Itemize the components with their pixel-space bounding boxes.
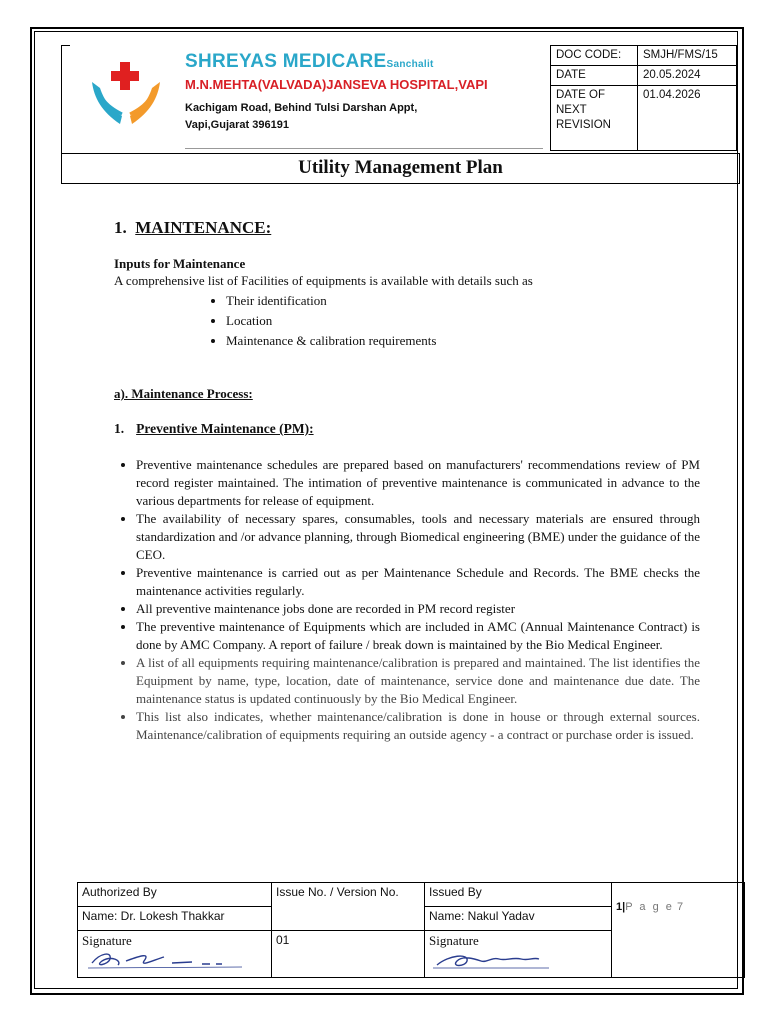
list-item: • Their identification (226, 291, 436, 311)
logo-cross-horizontal (111, 71, 139, 81)
list-item: • Preventive maintenance is carried out as per Maintenance Schedule and Records. The BME checks the maintenance activities regularly. (136, 564, 700, 600)
footer-table (77, 882, 745, 978)
signature-drawing-1 (82, 949, 252, 971)
document-title: Utility Management Plan (298, 157, 503, 178)
brand-suffix: Sanchalit (386, 59, 434, 70)
header-rule (185, 148, 543, 149)
list-item: • Maintenance & calibration requirements (226, 331, 436, 351)
doc-info-table (550, 45, 737, 151)
pm-heading: 1. Preventive Maintenance (PM): (114, 421, 314, 436)
doc-info-row: DOC CODE: SMJH/FMS/15 (551, 46, 737, 66)
hospital-name: M.N.MEHTA(VALVADA)JANSEVA HOSPITAL,VAPI (185, 77, 488, 92)
doc-info-row: DATE 20.05.2024 (551, 66, 737, 86)
brand-name: SHREYAS MEDICARESanchalit (185, 51, 434, 72)
header-top-line (61, 45, 70, 46)
list-item: • A list of all equipments requiring maintenance/calibration is prepared and maintained. The list identifies the Equipment by name, type, location, date of maintenance, service done and maintenance due date. The maintenance status is updated continuously by the Bio Medical Engineer. (136, 654, 700, 708)
signature-cell-1 (78, 931, 272, 978)
authorized-name: Name: Dr. Lokesh Thakkar (78, 907, 272, 931)
title-box (61, 153, 740, 184)
inputs-paragraph: A comprehensive list of Facilities of equipments is available with details such as (114, 273, 533, 288)
authorized-label: Authorized By (78, 883, 272, 907)
list-item: • This list also indicates, whether maintenance/calibration is done in house or through external sources. Maintenance/calibration of equipments requiring an outside agency - a contract or purchase order is issued. (136, 708, 700, 744)
hospital-logo (88, 58, 164, 130)
list-item: • The preventive maintenance of Equipments which are included in AMC (Annual Maintenance Contract) is done by AMC Company. A report of failure / break down is maintained by the Bio Medical Engineer. (136, 618, 700, 654)
signature-drawing-2 (429, 949, 599, 971)
list-item: • All preventive maintenance jobs done are recorded in PM record register (136, 600, 700, 618)
signature-label-2: Signature (429, 933, 479, 948)
issue-label: Issue No. / Version No. (272, 883, 425, 931)
process-heading: a). Maintenance Process: (114, 386, 253, 401)
list-item: • Preventive maintenance schedules are prepared based on manufacturers' recommendations review of PM record register maintained. The intimation of preventive maintenance is communicated in advance to the various departments for release of equipment. (136, 456, 700, 510)
hospital-address: Kachigam Road, Behind Tulsi Darshan Appt, Vapi,Gujarat 396191 (185, 102, 418, 131)
inputs-heading: Inputs for Maintenance (114, 256, 246, 271)
pm-list (114, 456, 700, 744)
list-item: • The availability of necessary spares, consumables, tools and necessary materials are ensured through standardization and /or advance planning, through Biomedical engineering (BME) under the guidance of the CEO. (136, 510, 700, 564)
inputs-list (178, 291, 436, 351)
page-number: 1|P a g e 7 (612, 883, 745, 978)
section-heading: 1. MAINTENANCE: (114, 218, 272, 237)
signature-cell-2 (425, 931, 612, 978)
issued-by-name: Name: Nakul Yadav (425, 907, 612, 931)
issued-by-label: Issued By (425, 883, 612, 907)
list-item: • Location (226, 311, 436, 331)
doc-info-row: DATE OF NEXT REVISION 01.04.2026 (551, 86, 737, 151)
issue-value: 01 (272, 931, 425, 978)
signature-label: Signature (82, 933, 132, 948)
